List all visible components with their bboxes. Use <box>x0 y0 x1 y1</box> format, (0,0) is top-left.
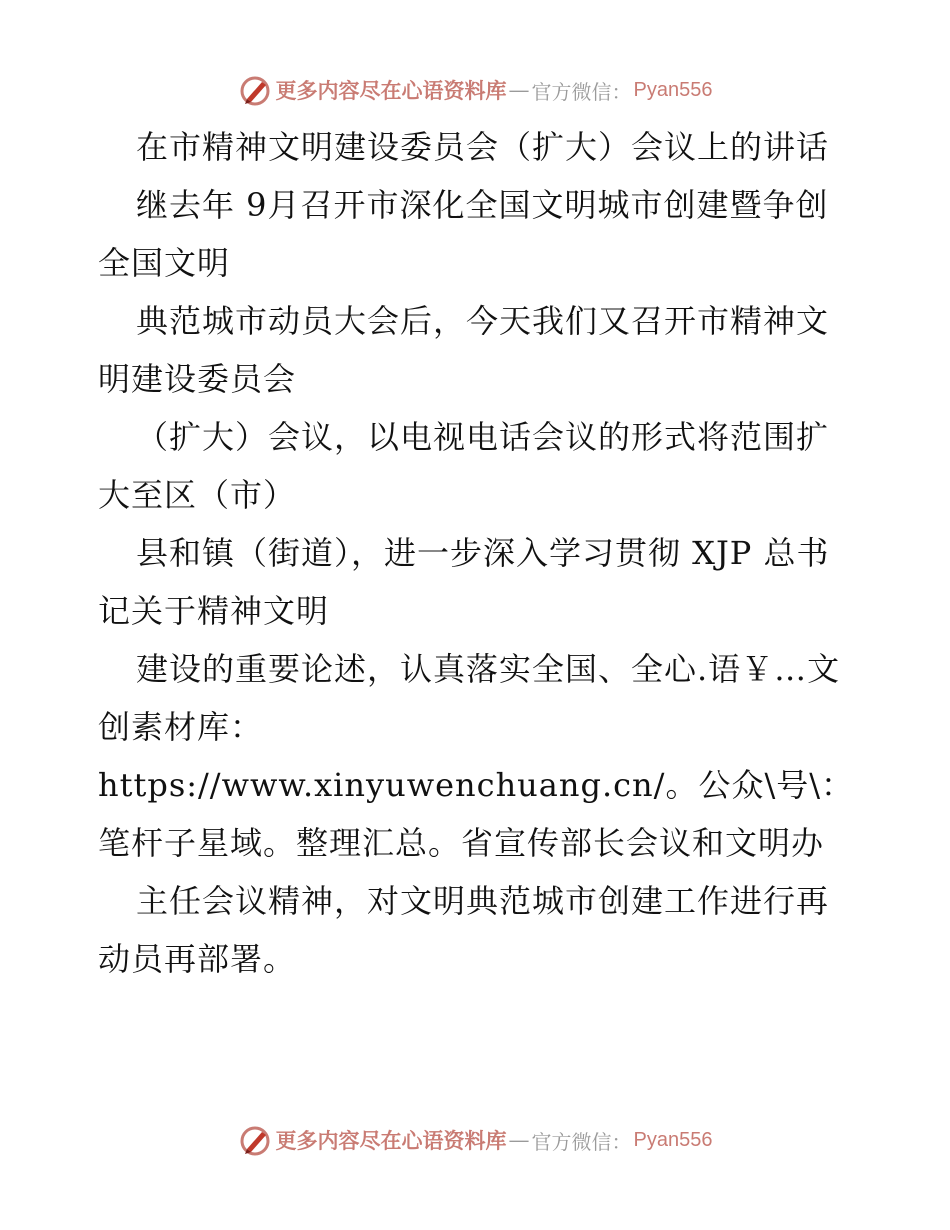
banner-label: 官方微信： <box>531 79 632 104</box>
body-paragraph: 建设的重要论述，认真落实全国、全心.语￥…文创素材库：https://www.xinyuwenchuang.cn/。公众\号\：笔杆子星域。整理汇总。省宣传部长会议和文明办 <box>98 650 855 862</box>
banner-main-text: 更多内容尽在心语资料库 <box>275 1128 507 1153</box>
header-watermark <box>0 70 950 110</box>
body-paragraph: 主任会议精神，对文明典范城市创建工作进行再动员再部署。 <box>98 882 830 978</box>
banner-wechat-id: Pyan556 <box>633 1128 713 1151</box>
body-paragraph: （扩大）会议，以电视电话会议的形式将范围扩大至区（市） <box>98 418 830 514</box>
banner-label: 官方微信： <box>531 1129 632 1154</box>
document-title: 在市精神文明建设委员会（扩大）会议上的讲话 <box>136 128 830 166</box>
banner-separator: — <box>508 78 530 102</box>
banner-main-text: 更多内容尽在心语资料库 <box>275 78 507 103</box>
banner-separator: — <box>508 1128 530 1152</box>
body-paragraph: 继去年 9月召开市深化全国文明城市创建暨争创全国文明 <box>98 186 829 282</box>
pen-logo-icon <box>238 73 272 107</box>
footer-watermark <box>0 1120 950 1160</box>
document-body <box>98 118 858 988</box>
body-paragraph: 县和镇（街道），进一步深入学习贯彻 XJP 总书记关于精神文明 <box>98 534 830 630</box>
pen-logo-icon <box>238 1123 272 1157</box>
body-paragraph: 典范城市动员大会后，今天我们又召开市精神文明建设委员会 <box>98 302 830 398</box>
banner-wechat-id: Pyan556 <box>633 78 713 101</box>
